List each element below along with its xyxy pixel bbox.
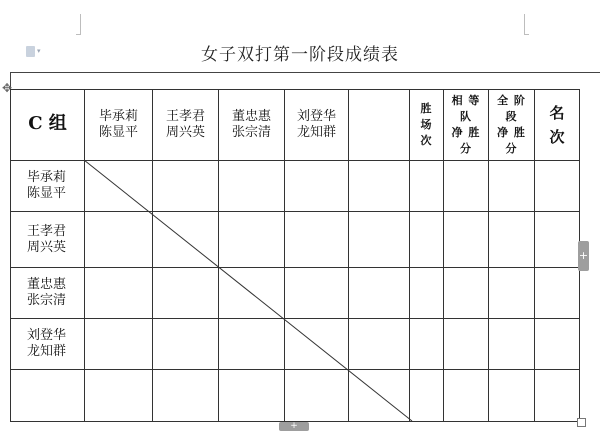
table-cell[interactable] <box>535 370 580 422</box>
table-cell[interactable] <box>489 319 535 370</box>
table-cell[interactable] <box>489 370 535 422</box>
table-cell[interactable] <box>11 370 85 422</box>
score-table <box>10 89 580 422</box>
pair-row-label: 毕承莉 陈显平 <box>27 170 67 201</box>
header-tie-net[interactable] <box>444 90 489 161</box>
table-cell[interactable] <box>219 161 285 212</box>
table-cell[interactable] <box>444 370 489 422</box>
table-cell[interactable] <box>153 212 219 268</box>
table-cell[interactable] <box>153 268 219 319</box>
table-cell[interactable] <box>489 161 535 212</box>
pair-row-label: 王孝君 周兴英 <box>27 223 67 255</box>
group-label-cell[interactable] <box>11 90 85 161</box>
header-pair-4[interactable] <box>285 90 349 161</box>
table-row <box>11 268 580 319</box>
header-pair-3[interactable] <box>219 90 285 161</box>
table-cell[interactable] <box>349 161 410 212</box>
top-rule <box>10 72 600 73</box>
table-cell[interactable] <box>85 161 153 212</box>
pair-header-label: 刘登华 龙知群 <box>296 109 336 140</box>
table-cell[interactable] <box>444 268 489 319</box>
pair-header-label: 董忠惠 张宗清 <box>231 109 271 140</box>
table-cell[interactable] <box>535 268 580 319</box>
pair-header-label: 王孝君 周兴英 <box>165 109 205 140</box>
pair-row-label: 刘登华 龙知群 <box>27 328 67 359</box>
header-stage-net[interactable] <box>489 90 535 161</box>
table-cell[interactable] <box>219 370 285 422</box>
page-corner-mark-left <box>76 14 81 35</box>
row-pair-3[interactable] <box>11 268 85 319</box>
table-cell[interactable] <box>285 319 349 370</box>
page-title: 女子双打第一阶段成绩表 <box>201 45 399 65</box>
page-corner-mark-right <box>524 14 529 35</box>
table-cell[interactable] <box>410 370 444 422</box>
table-cell[interactable] <box>349 268 410 319</box>
table-cell[interactable] <box>349 212 410 268</box>
table-cell[interactable] <box>219 268 285 319</box>
pair-row-label: 董忠惠 张宗清 <box>27 277 67 308</box>
table-move-icon[interactable]: ✥ <box>1 81 13 95</box>
header-pair-1[interactable] <box>85 90 153 161</box>
row-pair-1[interactable] <box>11 161 85 212</box>
stage-net-header: 全 阶 段 净 胜 分 <box>497 94 526 155</box>
header-row <box>11 90 580 161</box>
table-cell[interactable] <box>444 319 489 370</box>
add-column-plus-icon[interactable]: + <box>578 241 589 271</box>
table-row <box>11 212 580 268</box>
table-cell[interactable] <box>444 161 489 212</box>
table-cell[interactable] <box>85 319 153 370</box>
header-pair-2[interactable] <box>153 90 219 161</box>
table-cell[interactable] <box>410 212 444 268</box>
table-cell[interactable] <box>489 212 535 268</box>
pair-header-label: 毕承莉 陈显平 <box>98 109 138 140</box>
header-rank[interactable] <box>535 90 580 161</box>
table-resize-handle[interactable] <box>577 418 586 427</box>
table-cell[interactable] <box>85 268 153 319</box>
table-cell[interactable] <box>489 268 535 319</box>
wins-header: 胜 场 次 <box>420 102 433 147</box>
table-cell[interactable] <box>85 370 153 422</box>
table-row <box>11 161 580 212</box>
table-cell[interactable] <box>153 319 219 370</box>
table-row <box>11 319 580 370</box>
row-pair-4[interactable] <box>11 319 85 370</box>
table-cell[interactable] <box>285 370 349 422</box>
table-cell[interactable] <box>410 268 444 319</box>
table-cell[interactable] <box>410 319 444 370</box>
table-cell[interactable] <box>219 319 285 370</box>
header-wins[interactable] <box>410 90 444 161</box>
table-cell[interactable] <box>285 161 349 212</box>
group-label: C 组 <box>28 113 67 134</box>
table-cell[interactable] <box>85 212 153 268</box>
table-cell[interactable] <box>444 212 489 268</box>
table-cell[interactable] <box>410 161 444 212</box>
table-cell[interactable] <box>153 161 219 212</box>
table-cell[interactable] <box>153 370 219 422</box>
add-row-plus-icon[interactable]: + <box>279 422 309 431</box>
table-cell[interactable] <box>219 212 285 268</box>
rank-header: 名 次 <box>549 104 565 146</box>
table-cell[interactable] <box>535 212 580 268</box>
table-cell[interactable] <box>349 319 410 370</box>
tie-net-header: 相 等 队 净 胜 分 <box>451 94 481 155</box>
table-cell[interactable] <box>535 319 580 370</box>
table-cell[interactable] <box>349 370 410 422</box>
header-empty[interactable] <box>349 90 410 161</box>
row-pair-2[interactable] <box>11 212 85 268</box>
table-cell[interactable] <box>285 212 349 268</box>
table-cell[interactable] <box>285 268 349 319</box>
table-cell[interactable] <box>535 161 580 212</box>
table-row <box>11 370 580 422</box>
document-icon[interactable]: ▾ <box>26 44 41 57</box>
